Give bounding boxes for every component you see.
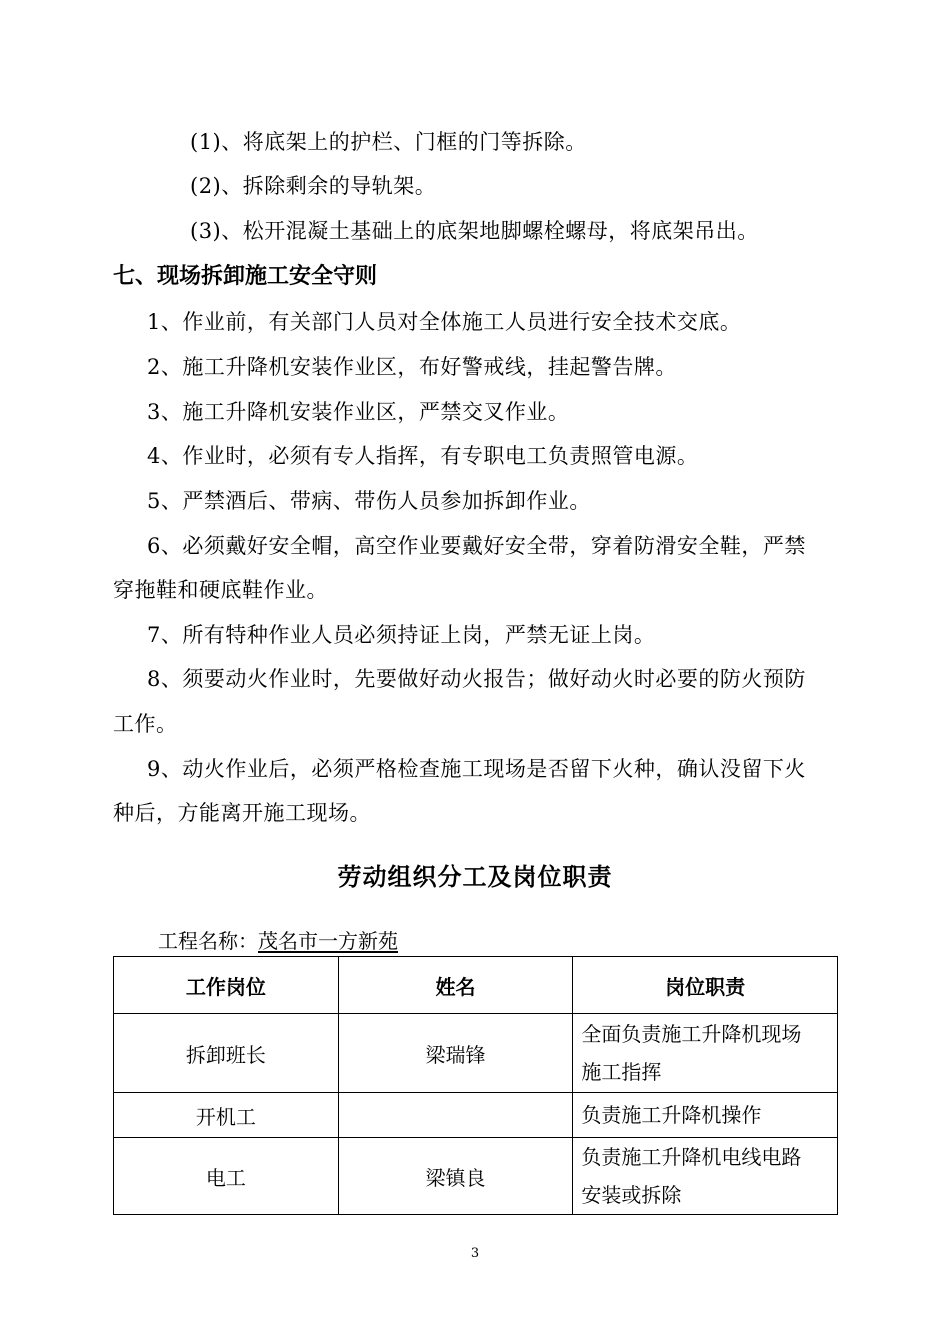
cell-duty-line-2: 施工指挥 xyxy=(581,1060,662,1084)
table-row xyxy=(114,1014,838,1093)
project-label: 工程名称： xyxy=(158,929,258,953)
table-header-row xyxy=(114,957,838,1014)
rule-7: 7、所有特种作业人员必须持证上岗，严禁无证上岗。 xyxy=(147,623,656,647)
header-post: 工作岗位 xyxy=(114,957,339,1014)
step-1: (1)、将底架上的护栏、门框的门等拆除。 xyxy=(190,130,587,154)
page-number: 3 xyxy=(470,1246,480,1261)
header-name: 姓名 xyxy=(338,957,573,1014)
cell-duty-line-2: 安装或拆除 xyxy=(581,1183,682,1207)
rule-8-line-1: 8、须要动火作业时，先要做好动火报告；做好动火时必要的防火预防 xyxy=(147,667,806,691)
rule-3: 3、施工升降机安装作业区，严禁交叉作业。 xyxy=(147,400,570,424)
cell-duty xyxy=(573,1138,838,1215)
cell-post: 拆卸班长 xyxy=(114,1014,339,1093)
header-duty: 岗位职责 xyxy=(573,957,838,1014)
cell-name: 梁镇良 xyxy=(338,1138,573,1215)
cell-name xyxy=(338,1093,573,1138)
step-3: (3)、松开混凝土基础上的底架地脚螺栓螺母，将底架吊出。 xyxy=(190,219,759,243)
rule-1: 1、作业前，有关部门人员对全体施工人员进行安全技术交底。 xyxy=(147,310,742,334)
rule-8-line-2: 工作。 xyxy=(113,712,178,736)
cell-name: 梁瑞锋 xyxy=(338,1014,573,1093)
table-title: 劳动组织分工及岗位职责 xyxy=(337,863,613,891)
rule-6-line-2: 穿拖鞋和硬底鞋作业。 xyxy=(113,578,328,602)
rule-9-line-1: 9、动火作业后，必须严格检查施工现场是否留下火种，确认没留下火 xyxy=(147,757,806,781)
cell-duty xyxy=(573,1014,838,1093)
cell-duty-line-1: 负责施工升降机电线电路 xyxy=(581,1145,802,1169)
rule-9-line-2: 种后，方能离开施工现场。 xyxy=(113,801,371,825)
rule-6-line-1: 6、必须戴好安全帽，高空作业要戴好安全带，穿着防滑安全鞋，严禁 xyxy=(147,534,806,558)
step-2: (2)、拆除剩余的导轨架。 xyxy=(190,174,437,198)
project-name xyxy=(158,927,398,955)
section-heading: 七、现场拆卸施工安全守则 xyxy=(113,264,378,289)
rule-5: 5、严禁酒后、带病、带伤人员参加拆卸作业。 xyxy=(147,489,591,513)
table-row xyxy=(114,1138,838,1215)
cell-duty-line-1: 负责施工升降机操作 xyxy=(581,1103,762,1127)
cell-duty-line-1: 全面负责施工升降机现场 xyxy=(581,1022,802,1046)
cell-post: 电工 xyxy=(114,1138,339,1215)
project-value: 茂名市一方新苑 xyxy=(258,929,398,953)
cell-post: 开机工 xyxy=(114,1093,339,1138)
table-row xyxy=(114,1093,838,1138)
cell-duty xyxy=(573,1093,838,1138)
duties-table xyxy=(113,956,838,1215)
rule-2: 2、施工升降机安装作业区，布好警戒线，挂起警告牌。 xyxy=(147,355,677,379)
rule-4: 4、作业时，必须有专人指挥，有专职电工负责照管电源。 xyxy=(147,444,699,468)
